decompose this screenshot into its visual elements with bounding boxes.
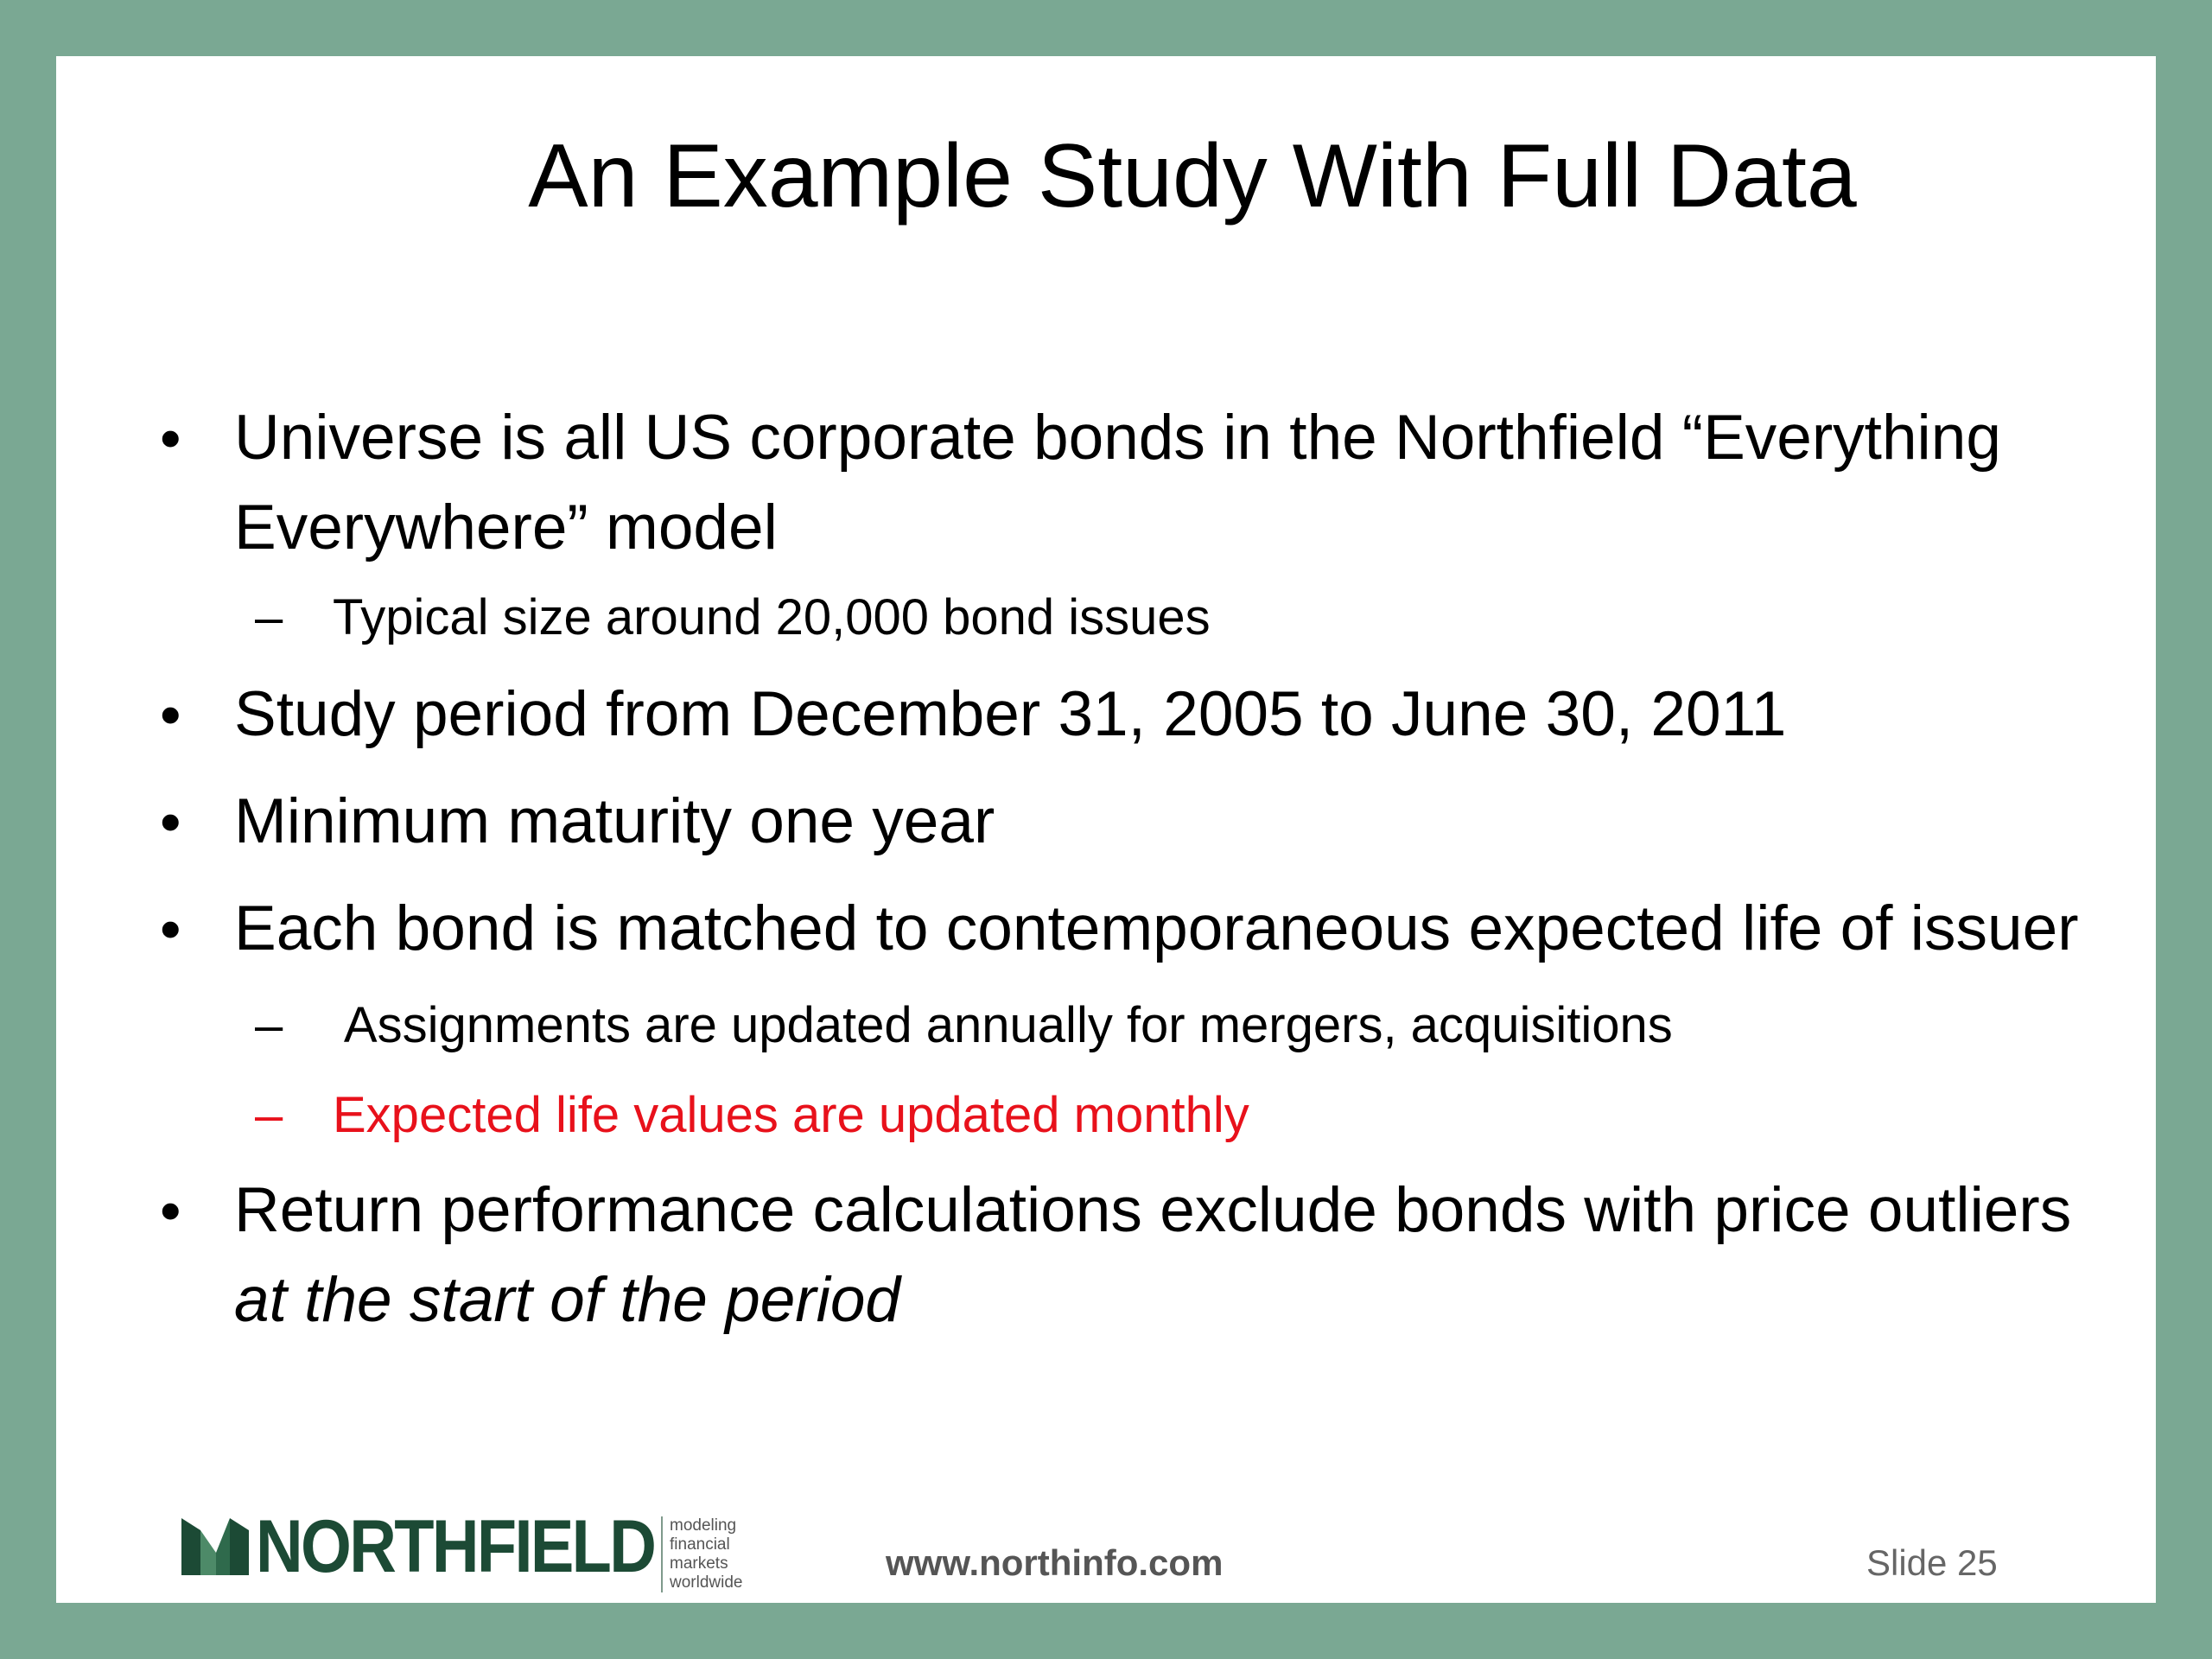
- bullet-icon: •: [160, 681, 181, 748]
- tagline-line: financial markets: [670, 1535, 730, 1573]
- bullet-text: Each bond is matched to contemporaneous expected life of issuer: [234, 893, 2079, 963]
- bullet-icon: •: [160, 788, 181, 855]
- bullet-icon: •: [160, 895, 181, 963]
- dash-icon: –: [255, 997, 283, 1053]
- sub-bullet-item: [177, 981, 2121, 1071]
- sub-bullet-item: [177, 573, 2121, 663]
- bullet-item: [160, 884, 2121, 974]
- bullet-text-plain: Return performance calculations exclude bonds with price outliers: [234, 1175, 2089, 1245]
- tagline-line: modeling: [670, 1516, 737, 1535]
- dash-icon: –: [255, 1087, 283, 1143]
- bullet-text: [234, 1166, 2121, 1345]
- northfield-logo: [181, 1504, 743, 1592]
- bullet-list: [160, 393, 2121, 1345]
- logo-tagline: [661, 1516, 742, 1592]
- footer-url-link[interactable]: www.northinfo.com: [886, 1542, 1224, 1583]
- bullet-icon: •: [160, 1177, 181, 1244]
- slide-number: Slide 25: [1866, 1542, 1998, 1583]
- bullet-text: Minimum maturity one year: [234, 786, 995, 856]
- bullet-text: Universe is all US corporate bonds in the Northfield “Everything Everywhere” model: [234, 403, 2001, 563]
- bullet-item: [160, 777, 2121, 867]
- bullet-text: Study period from December 31, 2005 to June 30, 2011: [234, 679, 1787, 749]
- sub-bullet-text: Typical size around 20,000 bond issues: [333, 589, 1211, 645]
- slide: [56, 56, 2156, 1603]
- sub-bullet-text: Assignments are updated annually for mergers, acquisitions: [333, 997, 1673, 1053]
- dash-icon: –: [255, 589, 283, 645]
- bullet-item: [160, 393, 2121, 573]
- sub-bullet-text: Expected life values are updated monthly: [333, 1087, 1249, 1143]
- bullet-text-italic: at the start of the period: [234, 1265, 901, 1335]
- tagline-line: worldwide: [670, 1573, 743, 1592]
- slide-title: An Example Study With Full Data: [528, 126, 1857, 226]
- bullet-icon: •: [160, 404, 181, 472]
- logo-wordmark: NORTHFIELD: [256, 1504, 655, 1588]
- bullet-item: [160, 1166, 2121, 1345]
- northfield-mark-icon: [181, 1518, 249, 1575]
- sub-bullet-item-highlight: [177, 1071, 2121, 1160]
- bullet-item: [160, 670, 2121, 760]
